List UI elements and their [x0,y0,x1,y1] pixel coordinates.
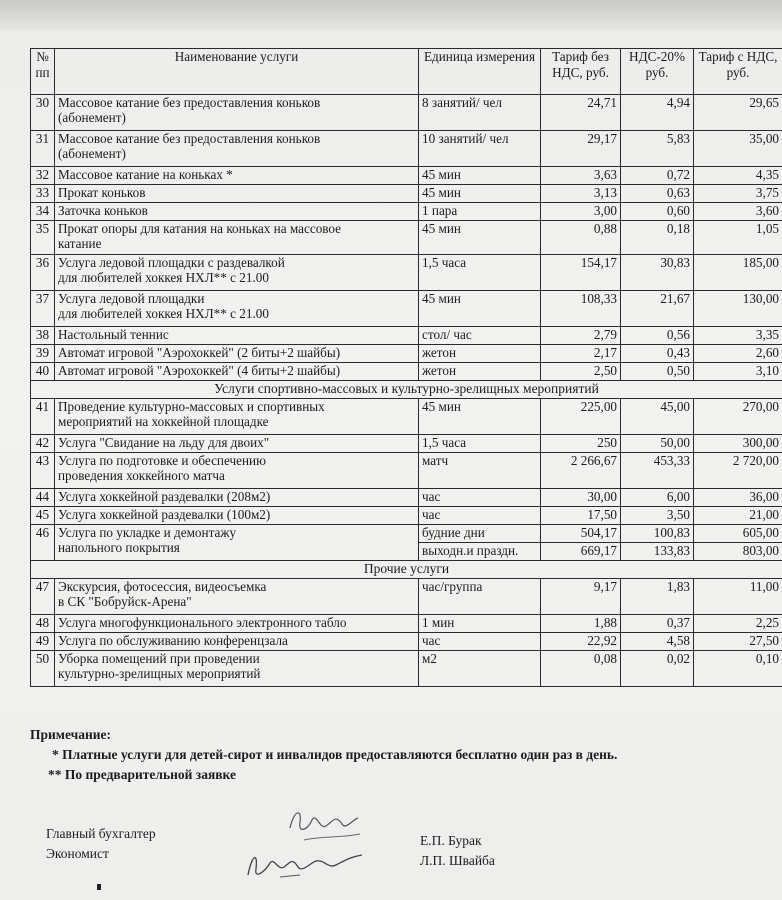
row-tariff-vat: 300,00 [694,435,782,453]
row-tariff-no-vat: 669,17 [541,543,621,561]
note-line-2: ** По предварительной заявке [48,767,236,782]
row-number: 46 [31,525,55,561]
table-row [31,507,782,525]
row-tariff-vat: 27,50 [694,633,782,651]
table-row [31,255,782,291]
tariff-table [30,48,782,687]
table-row [31,221,782,255]
row-vat: 453,33 [621,453,694,489]
row-service-name: Экскурсия, фотосессия, видеосъемка в СК "Бобруйск-Арена" [55,579,419,615]
row-number: 45 [31,507,55,525]
section-row [31,561,782,579]
row-number: 39 [31,345,55,363]
row-unit: матч [419,453,541,489]
row-tariff-no-vat: 9,17 [541,579,621,615]
notes-title: Примечание: [30,727,112,742]
table-row [31,453,782,489]
row-service-name: Массовое катание на коньках * [55,167,419,185]
section-title-events: Услуги спортивно-массовых и культурно-зрелищных мероприятий [31,381,782,399]
row-service-name: Услуга по обслуживанию конференцзала [55,633,419,651]
row-tariff-vat: 185,00 [694,255,782,291]
row-vat: 100,83 [621,525,694,543]
table-row [31,579,782,615]
row-unit: 1,5 часа [419,255,541,291]
row-tariff-vat: 21,00 [694,507,782,525]
row-unit: 1,5 часа [419,435,541,453]
row-unit: жетон [419,345,541,363]
row-unit: час [419,489,541,507]
row-unit: м2 [419,651,541,687]
row-vat: 4,94 [621,95,694,131]
row-tariff-no-vat: 22,92 [541,633,621,651]
row-unit: 45 мин [419,167,541,185]
row-vat: 4,58 [621,633,694,651]
table-row [31,363,782,381]
row-tariff-no-vat: 154,17 [541,255,621,291]
row-tariff-no-vat: 1,88 [541,615,621,633]
row-tariff-vat: 4,35 [694,167,782,185]
row-tariff-vat: 3,75 [694,185,782,203]
row-tariff-vat: 1,05 [694,221,782,255]
row-tariff-vat: 3,60 [694,203,782,221]
table-row [31,525,782,543]
row-vat: 1,83 [621,579,694,615]
row-unit: 10 занятий/ чел [419,131,541,167]
row-tariff-no-vat: 3,13 [541,185,621,203]
row-number: 36 [31,255,55,291]
table-row [31,167,782,185]
row-number: 50 [31,651,55,687]
signature-2-icon [240,845,370,885]
row-tariff-no-vat: 225,00 [541,399,621,435]
row-vat: 0,43 [621,345,694,363]
table-row [31,131,782,167]
row-service-name: Автомат игровой "Аэрохоккей" (4 биты+2 шайбы) [55,363,419,381]
table-row [31,203,782,221]
row-vat: 50,00 [621,435,694,453]
row-vat: 0,02 [621,651,694,687]
table-row [31,489,782,507]
row-tariff-vat: 2 720,00 [694,453,782,489]
row-number: 44 [31,489,55,507]
row-number: 41 [31,399,55,435]
row-tariff-vat: 11,00 [694,579,782,615]
header-name: Наименование услуги [55,49,419,95]
row-unit: будние дни [419,525,541,543]
row-tariff-vat: 803,00 [694,543,782,561]
table-row [31,327,782,345]
table-row [31,185,782,203]
row-number: 40 [31,363,55,381]
header-vat: НДС-20% руб. [621,49,694,95]
row-tariff-no-vat: 2,17 [541,345,621,363]
row-unit: час/группа [419,579,541,615]
table-row [31,399,782,435]
row-tariff-no-vat: 30,00 [541,489,621,507]
section-row [31,381,782,399]
table-row [31,291,782,327]
table-row [31,95,782,131]
row-tariff-no-vat: 250 [541,435,621,453]
row-number: 38 [31,327,55,345]
row-service-name: Услуга хоккейной раздевалки (100м2) [55,507,419,525]
row-unit: 45 мин [419,399,541,435]
row-tariff-vat: 29,65 [694,95,782,131]
row-tariff-no-vat: 0,88 [541,221,621,255]
row-tariff-no-vat: 2,79 [541,327,621,345]
row-tariff-no-vat: 17,50 [541,507,621,525]
row-vat: 0,60 [621,203,694,221]
header-tariff-vat: Тариф с НДС, руб. [694,49,782,95]
table-row [31,633,782,651]
row-unit: 1 пара [419,203,541,221]
section-title-other: Прочие услуги [31,561,782,579]
scan-shadow [0,0,782,30]
table-header [31,49,782,95]
row-number: 43 [31,453,55,489]
name-economist: Л.П. Швайба [420,853,495,868]
name-chief-accountant: Е.П. Бурак [420,833,482,848]
row-unit: выходн.и праздн. [419,543,541,561]
row-service-name: Услуга хоккейной раздевалки (208м2) [55,489,419,507]
row-number: 35 [31,221,55,255]
row-service-name: Проведение культурно-массовых и спортивных мероприятий на хоккейной площадке [55,399,419,435]
row-vat: 3,50 [621,507,694,525]
row-vat: 45,00 [621,399,694,435]
row-service-name: Услуга ледовой площадки с раздевалкой для любителей хоккея НХЛ** с 21.00 [55,255,419,291]
table-row [31,435,782,453]
row-vat: 0,37 [621,615,694,633]
row-unit: 45 мин [419,291,541,327]
row-tariff-no-vat: 2 266,67 [541,453,621,489]
row-service-name: Услуга "Свидание на льду для двоих" [55,435,419,453]
row-tariff-vat: 2,25 [694,615,782,633]
row-vat: 5,83 [621,131,694,167]
row-tariff-vat: 0,10 [694,651,782,687]
header-tariff-no-vat: Тариф без НДС, руб. [541,49,621,95]
row-vat: 133,83 [621,543,694,561]
role-economist: Экономист [46,846,109,861]
header-unit: Единица измерения [419,49,541,95]
row-tariff-no-vat: 108,33 [541,291,621,327]
row-service-name: Уборка помещений при проведении культурно-зрелищных мероприятий [55,651,419,687]
table-row [31,651,782,687]
row-number: 48 [31,615,55,633]
header-num: № пп [31,49,55,95]
row-tariff-no-vat: 2,50 [541,363,621,381]
row-vat: 30,83 [621,255,694,291]
row-number: 42 [31,435,55,453]
row-tariff-vat: 36,00 [694,489,782,507]
note-line-1: * Платные услуги для детей-сирот и инвалидов предоставляются бесплатно один раз в день. [52,747,618,762]
row-tariff-vat: 2,60 [694,345,782,363]
row-tariff-no-vat: 29,17 [541,131,621,167]
row-unit: 45 мин [419,221,541,255]
row-service-name: Прокат коньков [55,185,419,203]
row-unit: 45 мин [419,185,541,203]
row-tariff-vat: 270,00 [694,399,782,435]
row-tariff-vat: 605,00 [694,525,782,543]
signature-1-icon [280,800,370,850]
row-vat: 0,72 [621,167,694,185]
row-unit: жетон [419,363,541,381]
row-service-name: Услуга ледовой площадки для любителей хоккея НХЛ** с 21.00 [55,291,419,327]
row-tariff-no-vat: 24,71 [541,95,621,131]
row-number: 33 [31,185,55,203]
row-tariff-vat: 35,00 [694,131,782,167]
row-unit: 8 занятий/ чел [419,95,541,131]
row-vat: 0,50 [621,363,694,381]
row-service-name: Услуга по подготовке и обеспечению проведения хоккейного матча [55,453,419,489]
row-unit: стол/ час [419,327,541,345]
row-number: 31 [31,131,55,167]
row-vat: 21,67 [621,291,694,327]
row-tariff-no-vat: 3,00 [541,203,621,221]
row-vat: 0,56 [621,327,694,345]
row-number: 49 [31,633,55,651]
row-service-name: Автомат игровой "Аэрохоккей" (2 биты+2 шайбы) [55,345,419,363]
row-unit: час [419,633,541,651]
role-chief-accountant: Главный бухгалтер [46,826,156,841]
row-service-name: Прокат опоры для катания на коньках на массовое катание [55,221,419,255]
row-tariff-vat: 130,00 [694,291,782,327]
row-number: 47 [31,579,55,615]
table-row [31,615,782,633]
row-service-name: Массовое катание без предоставления коньков (абонемент) [55,95,419,131]
row-number: 32 [31,167,55,185]
row-service-name: Услуга многофункционального электронного табло [55,615,419,633]
scan-mark [97,884,101,890]
row-service-name: Массовое катание без предоставления коньков (абонемент) [55,131,419,167]
row-tariff-no-vat: 504,17 [541,525,621,543]
row-tariff-vat: 3,35 [694,327,782,345]
row-service-name: Настольный теннис [55,327,419,345]
row-tariff-no-vat: 3,63 [541,167,621,185]
row-service-name: Заточка коньков [55,203,419,221]
row-number: 34 [31,203,55,221]
row-tariff-no-vat: 0,08 [541,651,621,687]
row-tariff-vat: 3,10 [694,363,782,381]
row-vat: 6,00 [621,489,694,507]
row-service-name: Услуга по укладке и демонтажу напольного покрытия [55,525,419,561]
row-number: 37 [31,291,55,327]
row-vat: 0,63 [621,185,694,203]
row-vat: 0,18 [621,221,694,255]
row-number: 30 [31,95,55,131]
row-unit: 1 мин [419,615,541,633]
row-unit: час [419,507,541,525]
table-row [31,345,782,363]
